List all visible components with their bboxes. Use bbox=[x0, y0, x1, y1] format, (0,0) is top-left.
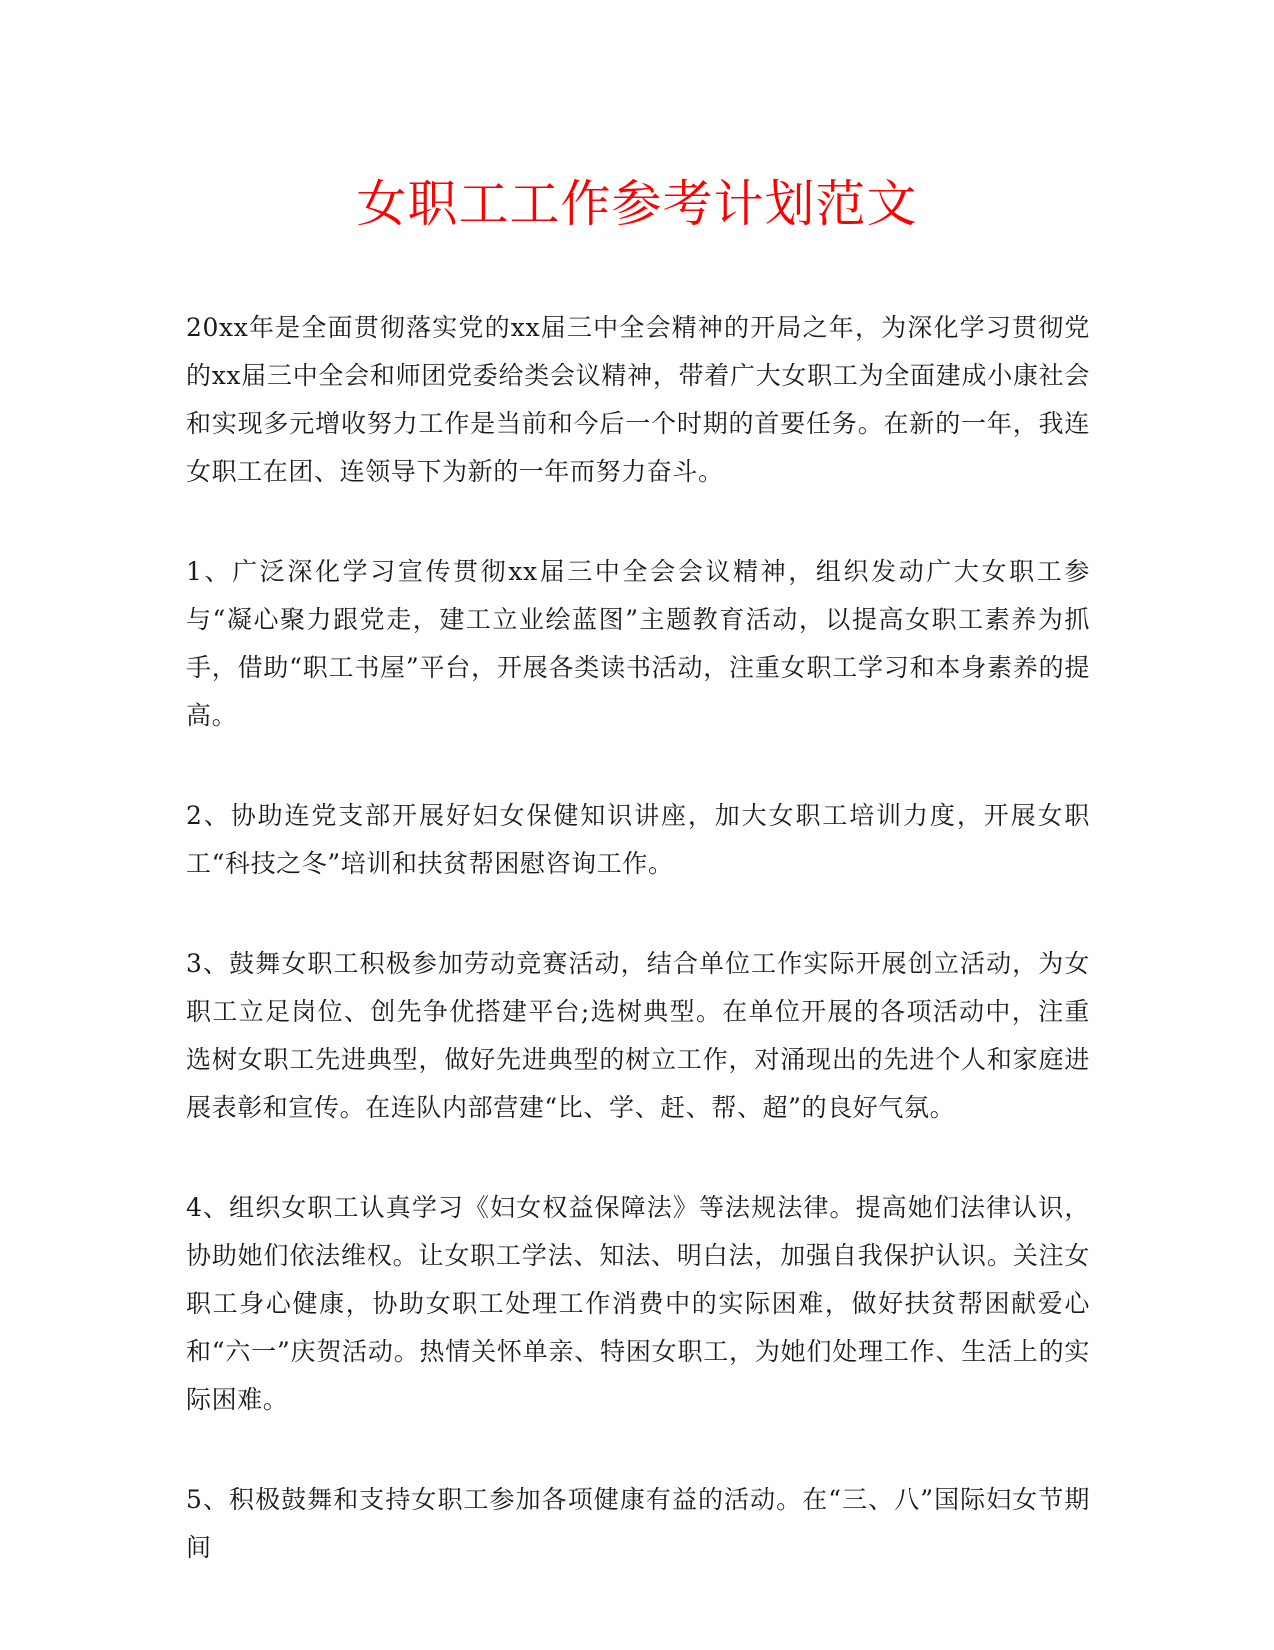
intro-paragraph: 20xx年是全面贯彻落实党的xx届三中全会精神的开局之年，为深化学习贯彻党的xx届三中全会和师团党委给类会议精神，带着广大女职工为全面建成小康社会和实现多元增收努力工作是当前和今后一个时期的首要任务。在新的一年，我连女职工在团、连领导下为新的一年而努力奋斗。 bbox=[186, 313, 1090, 486]
document-title: 女职工工作参考计划范文 bbox=[356, 175, 918, 233]
item-5-paragraph: 5、积极鼓舞和支持女职工参加各项健康有益的活动。在“三、八”国际妇女节期间 bbox=[186, 1485, 1090, 1562]
item-1-paragraph: 1、广泛深化学习宣传贯彻xx届三中全会会议精神，组织发动广大女职工参与“凝心聚力跟党走，建工立业绘蓝图”主题教育活动，以提高女职工素养为抓手，借助“职工书屋”平台，开展各类读书活动，注重女职工学习和本身素养的提高。 bbox=[186, 557, 1090, 730]
item-4-paragraph: 4、组织女职工认真学习《妇女权益保障法》等法规法律。提高她们法律认识，协助她们依法维权。让女职工学法、知法、明白法，加强自我保护认识。关注女职工身心健康，协助女职工处理工作消费中的实际困难，做好扶贫帮困献爱心和“六一”庆贺活动。热情关怀单亲、特困女职工，为她们处理工作、生活上的实际困难。 bbox=[186, 1193, 1090, 1414]
item-3-paragraph: 3、鼓舞女职工积极参加劳动竞赛活动，结合单位工作实际开展创立活动，为女职工立足岗位、创先争优搭建平台;选树典型。在单位开展的各项活动中，注重选树女职工先进典型，做好先进典型的树立工作，对涌现出的先进个人和家庭进展表彰和宣传。在连队内部营建“比、学、赶、帮、超”的良好气氛。 bbox=[186, 949, 1090, 1122]
document-body bbox=[186, 304, 1090, 1624]
item-2-paragraph: 2、协助连党支部开展好妇女保健知识讲座，加大女职工培训力度，开展女职工“科技之冬”培训和扶贫帮困慰咨询工作。 bbox=[186, 801, 1090, 878]
